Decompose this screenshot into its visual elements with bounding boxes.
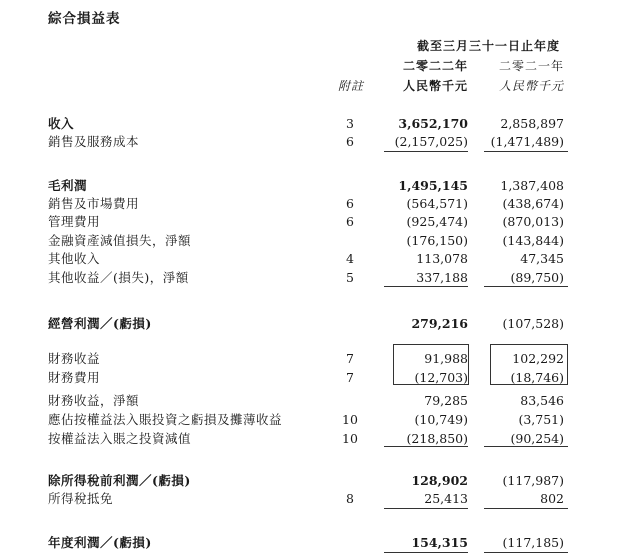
row-label: 財務收益	[48, 351, 101, 366]
row-label: 財務收益，淨額	[48, 393, 140, 408]
row-value-2022: 337,188	[416, 270, 468, 285]
row-value-2022: 1,495,145	[398, 178, 468, 193]
year-2022-header: 二零二二年	[402, 59, 468, 73]
row-note: 10	[342, 431, 358, 446]
row-value-2022: (10,749)	[414, 412, 468, 427]
rule-cost-2022	[384, 151, 468, 152]
row-label: 所得稅抵免	[48, 491, 114, 506]
row-value-2022: (2,157,025)	[394, 134, 468, 149]
row-value-2022: 91,988	[424, 351, 468, 366]
row-label: 金融資產減值損失，淨額	[48, 233, 192, 248]
row-value-2021: 802	[540, 491, 564, 506]
rule-invest-2022	[384, 446, 468, 447]
row-label: 銷售及服務成本	[48, 134, 140, 149]
rule-other-2022	[384, 286, 468, 287]
row-value-2021: (1,471,489)	[490, 134, 564, 149]
row-value-2021: (107,528)	[502, 316, 564, 331]
row-value-2021: 83,546	[520, 393, 564, 408]
row-label: 其他收益／(損失)，淨額	[48, 270, 189, 285]
rule-other-2021	[484, 286, 568, 287]
row-value-2021: (143,844)	[502, 233, 564, 248]
row-label: 收入	[48, 116, 75, 131]
statement-title: 綜合損益表	[48, 11, 121, 27]
row-value-2021: (438,674)	[502, 196, 564, 211]
row-value-2022: 113,078	[416, 251, 468, 266]
rule-invest-2021	[484, 446, 568, 447]
note-header: 附註	[338, 79, 365, 93]
row-note: 5	[346, 270, 354, 285]
row-value-2022: 154,315	[411, 535, 468, 550]
row-note: 4	[346, 251, 354, 266]
row-value-2021: (89,750)	[510, 270, 564, 285]
row-value-2022: (176,150)	[406, 233, 468, 248]
row-value-2022: 279,216	[411, 316, 468, 331]
rule-tax-2022	[384, 508, 468, 509]
row-value-2022: (218,850)	[406, 431, 468, 446]
row-note: 6	[346, 134, 354, 149]
rule-cost-2021	[484, 151, 568, 152]
row-value-2022: 25,413	[424, 491, 468, 506]
row-value-2022: (12,703)	[414, 370, 468, 385]
row-value-2021: (117,185)	[502, 535, 564, 550]
row-note: 7	[346, 370, 354, 385]
row-value-2021: (870,013)	[502, 214, 564, 229]
currency-2022-header: 人民幣千元	[402, 79, 468, 93]
row-label: 應佔按權益法入賬投資之虧損及攤薄收益	[48, 412, 283, 427]
currency-2021-header: 人民幣千元	[498, 79, 564, 93]
row-value-2022: (564,571)	[406, 196, 468, 211]
row-value-2022: 128,902	[411, 473, 468, 488]
row-label: 財務費用	[48, 370, 101, 385]
finance-box-2022	[393, 344, 469, 385]
row-note: 7	[346, 351, 354, 366]
row-note: 8	[346, 491, 354, 506]
row-label: 銷售及市場費用	[48, 196, 140, 211]
row-label: 管理費用	[48, 214, 101, 229]
row-value-2021: 47,345	[520, 251, 564, 266]
row-note: 10	[342, 412, 358, 427]
row-note: 6	[346, 214, 354, 229]
year-2021-header: 二零二一年	[498, 59, 564, 73]
row-value-2022: 3,652,170	[398, 116, 468, 131]
rule-final-2022	[384, 552, 468, 553]
row-value-2021: (117,987)	[502, 473, 564, 488]
row-value-2021: (3,751)	[518, 412, 564, 427]
rule-final-2021	[484, 552, 568, 553]
row-value-2022: (925,474)	[406, 214, 468, 229]
row-label: 按權益法入賬之投資減值	[48, 431, 192, 446]
row-note: 6	[346, 196, 354, 211]
row-value-2021: (18,746)	[510, 370, 564, 385]
row-value-2021: (90,254)	[510, 431, 564, 446]
row-label: 年度利潤／(虧損)	[48, 535, 152, 550]
row-label: 毛利潤	[48, 178, 88, 193]
row-note: 3	[346, 116, 354, 131]
row-label: 經營利潤／(虧損)	[48, 316, 152, 331]
row-value-2021: 102,292	[512, 351, 564, 366]
row-value-2021: 1,387,408	[500, 178, 564, 193]
period-header: 截至三月三十一日止年度	[416, 39, 560, 53]
row-label: 其他收入	[48, 251, 101, 266]
finance-box-2021	[490, 344, 568, 385]
row-label: 除所得稅前利潤／(虧損)	[48, 473, 191, 488]
row-value-2022: 79,285	[424, 393, 468, 408]
rule-tax-2021	[484, 508, 568, 509]
row-value-2021: 2,858,897	[500, 116, 564, 131]
